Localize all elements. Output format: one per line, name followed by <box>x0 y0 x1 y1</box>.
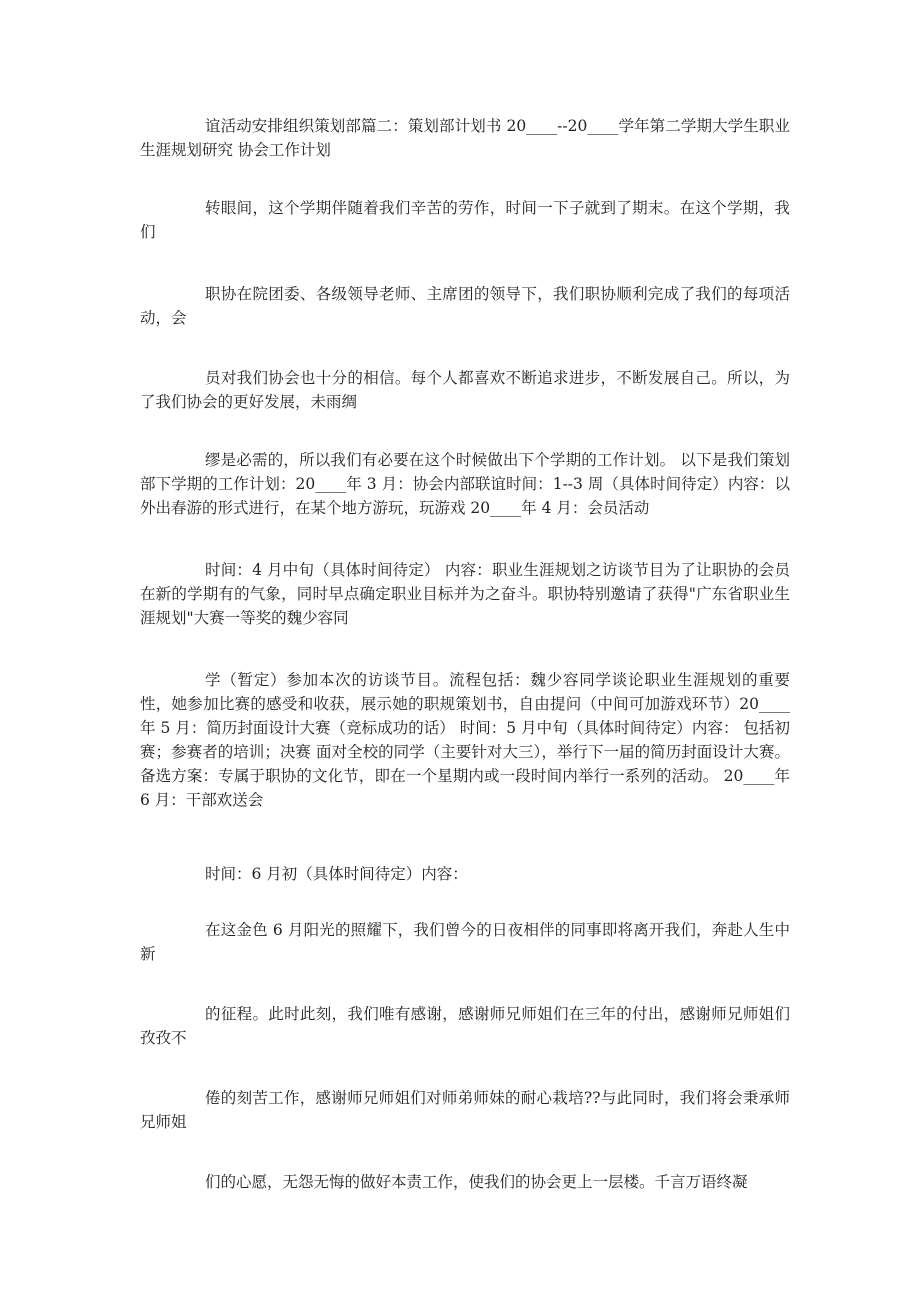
paragraph-heading: 谊活动安排组织策划部篇二：策划部计划书 20____--20____学年第二学期大学生职业生涯规划研究 协会工作计划 <box>140 117 790 159</box>
paragraph: 的征程。此时此刻，我们唯有感谢，感谢师兄师姐们在三年的付出，感谢师兄师姐们孜孜不 <box>140 1005 790 1047</box>
paragraph: 倦的刻苦工作，感谢师兄师姐们对师弟师妹的耐心栽培??与此同时，我们将会秉承师兄师姐 <box>140 1089 790 1131</box>
paragraph: 时间：4 月中旬（具体时间待定） 内容：职业生涯规划之访谈节目为了让职协的会员在新的学期有的气象，同时早点确定职业目标并为之奋斗。职协特别邀请了获得"广东省职业生涯规划"大赛一等奖的魏少容同 <box>140 561 790 627</box>
paragraph: 缪是必需的，所以我们有必要在这个时候做出下个学期的工作计划。 以下是我们策划部下学期的工作计划：20____年 3 月：协会内部联谊时间：1--3 周（具体时间待定）内容：以外出春游的形式进行，在某个地方游玩，玩游戏 20____年 4 月：会员活动 <box>140 451 790 517</box>
paragraph: 在这金色 6 月阳光的照耀下，我们曾今的日夜相伴的同事即将离开我们，奔赴人生中新 <box>140 921 790 963</box>
paragraph: 时间：6 月初（具体时间待定）内容： <box>205 865 468 883</box>
paragraph: 职协在院团委、各级领导老师、主席团的领导下，我们职协顺利完成了我们的每项活动，会 <box>140 285 790 327</box>
paragraph: 转眼间，这个学期伴随着我们辛苦的劳作，时间一下子就到了期末。在这个学期，我们 <box>140 199 790 241</box>
paragraph: 学（暂定）参加本次的访谈节目。流程包括：魏少容同学谈论职业生涯规划的重要性，她参加比赛的感受和收获，展示她的职规策划书，自由提问（中间可加游戏环节）20____年 5 月：简历封面设计大赛（竞标成功的话） 时间：5 月中旬（具体时间待定）内容： 包括初赛；参赛者的培训；决赛 面对全校的同学（主要针对大三），举行下一届的简历封面设计大赛。备选方案：专属于职协的文化节，即在一个星期内或一段时间内举行一系列的活动。 20____年 6 月：干部欢送会 <box>140 671 790 809</box>
paragraph: 员对我们协会也十分的相信。每个人都喜欢不断追求进步，不断发展自己。所以，为了我们协会的更好发展，未雨绸 <box>140 369 790 411</box>
paragraph: 们的心愿，无怨无悔的做好本责工作，使我们的协会更上一层楼。千言万语终凝 <box>205 1173 748 1191</box>
